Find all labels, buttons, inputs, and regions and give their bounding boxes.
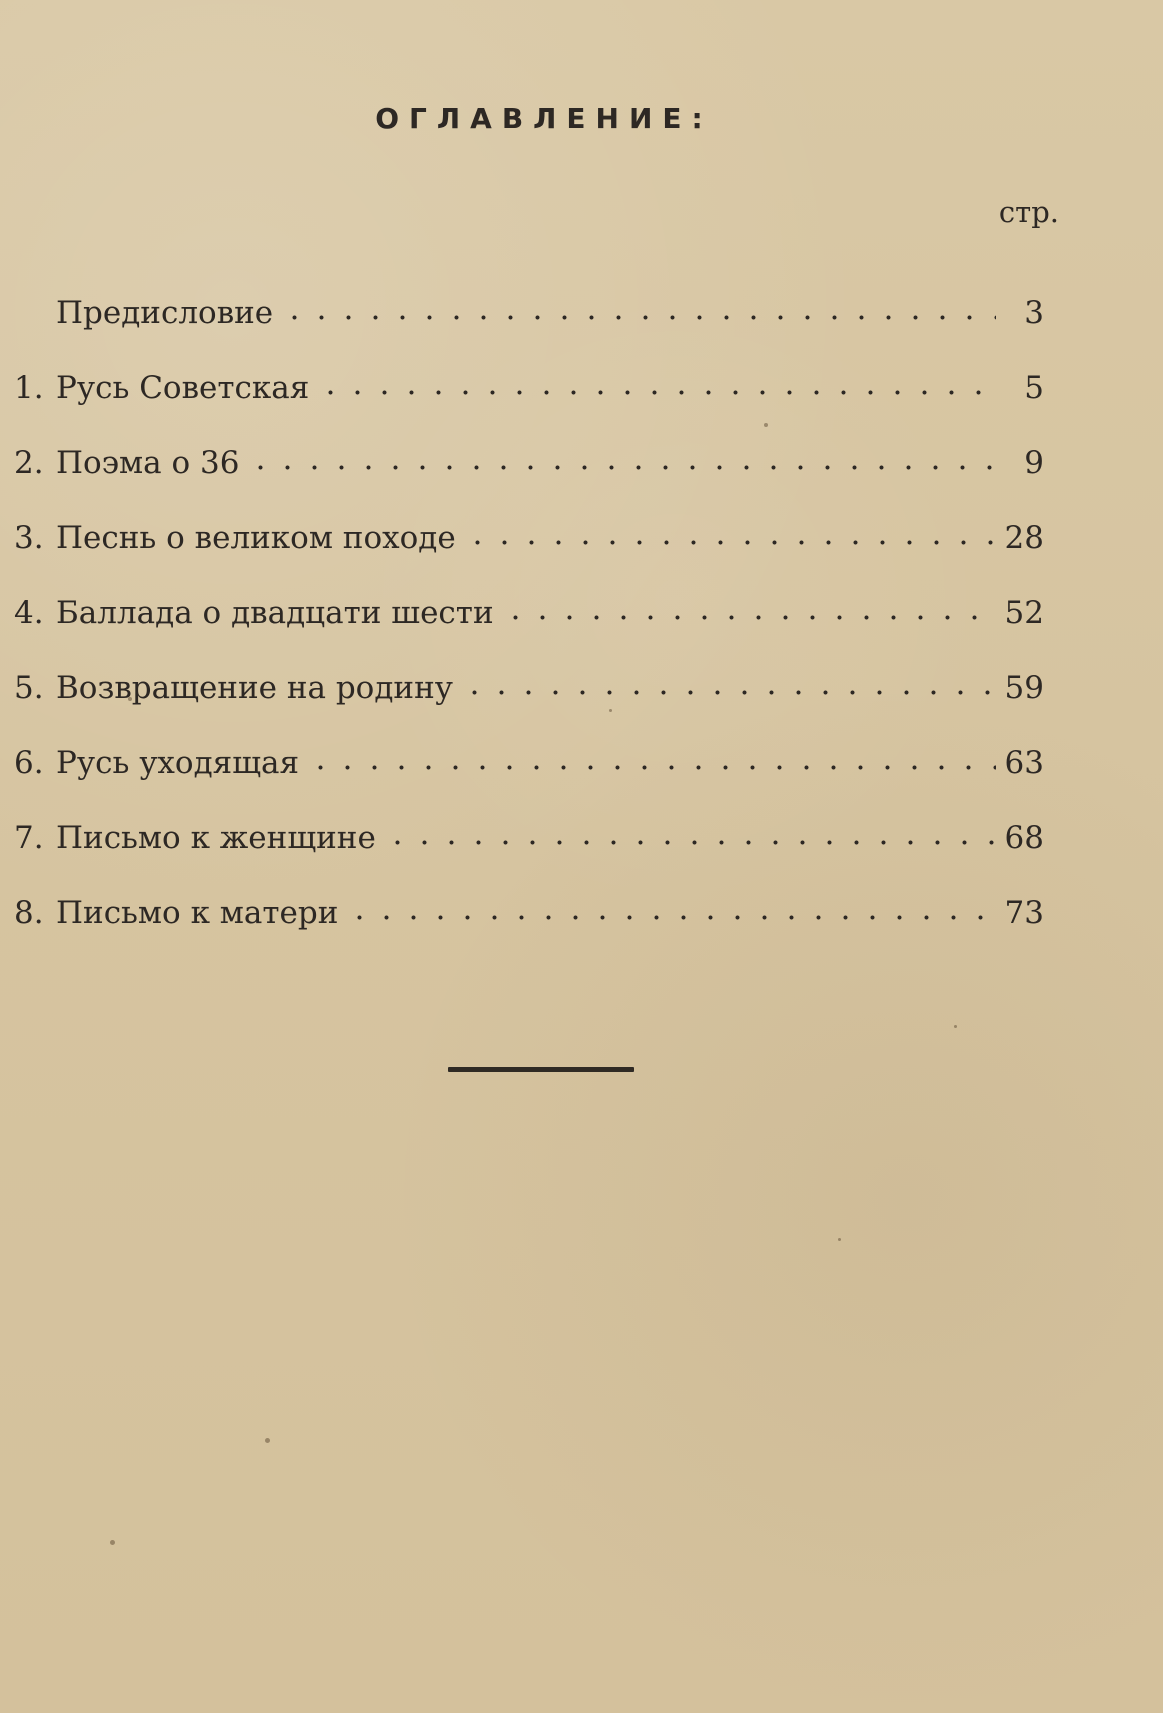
toc-entry-page: 52 bbox=[1004, 595, 1044, 631]
toc-entry-title: Письмо к матери bbox=[56, 895, 339, 931]
toc-leader-dots bbox=[384, 840, 996, 845]
toc-leader-dots bbox=[281, 315, 996, 320]
page-column-label: стр. bbox=[998, 195, 1059, 229]
toc-entry-page: 3 bbox=[1024, 295, 1044, 331]
toc-entry-title: Письмо к женщине bbox=[56, 820, 376, 856]
toc-entry-page: 9 bbox=[1024, 445, 1044, 481]
toc-entry-page: 5 bbox=[1024, 370, 1044, 406]
toc-entry-number: 7. bbox=[14, 820, 44, 856]
paper-speck bbox=[265, 1438, 270, 1443]
toc-entry-title: Русь Советская bbox=[56, 370, 310, 406]
toc-entry-number: 2. bbox=[14, 445, 44, 481]
toc-leader-dots bbox=[247, 465, 996, 470]
table-of-contents-heading: ОГЛАВЛЕНИЕ: bbox=[375, 102, 713, 135]
toc-entry-page: 28 bbox=[1004, 520, 1044, 556]
paper-speck bbox=[838, 1238, 841, 1241]
toc-entry-title: Поэма о 36 bbox=[56, 445, 240, 481]
paper-speck bbox=[954, 1025, 957, 1028]
toc-leader-dots bbox=[502, 615, 996, 620]
toc-entry-preface bbox=[14, 256, 1044, 331]
toc-entry-page: 68 bbox=[1004, 820, 1044, 856]
toc-entry-2 bbox=[14, 406, 1044, 481]
toc-entry-8 bbox=[14, 856, 1044, 931]
toc-entry-4 bbox=[14, 556, 1044, 631]
toc-entry-page: 59 bbox=[1004, 670, 1044, 706]
toc-entry-number: 4. bbox=[14, 595, 44, 631]
toc-entry-page: 73 bbox=[1004, 895, 1044, 931]
section-divider bbox=[448, 1067, 634, 1072]
toc-entry-title: Возвращение на родину bbox=[56, 670, 453, 706]
toc-entry-title: Баллада о двадцати шести bbox=[56, 595, 494, 631]
toc-entry-number: 1. bbox=[14, 370, 44, 406]
paper-speck bbox=[110, 1540, 115, 1545]
toc-entry-number: 3. bbox=[14, 520, 44, 556]
toc-leader-dots bbox=[461, 690, 996, 695]
toc-leader-dots bbox=[317, 390, 996, 395]
toc-entry-number: 5. bbox=[14, 670, 44, 706]
toc-entry-number: 6. bbox=[14, 745, 44, 781]
toc-entry-1 bbox=[14, 331, 1044, 406]
toc-entry-title: Песнь о великом походе bbox=[56, 520, 456, 556]
table-of-contents bbox=[14, 256, 1044, 931]
toc-entry-6 bbox=[14, 706, 1044, 781]
toc-leader-dots bbox=[464, 540, 996, 545]
toc-entry-title: Предисловие bbox=[56, 295, 274, 331]
toc-entry-title: Русь уходящая bbox=[56, 745, 300, 781]
toc-leader-dots bbox=[346, 915, 996, 920]
toc-leader-dots bbox=[307, 765, 996, 770]
toc-entry-number: 8. bbox=[14, 895, 44, 931]
toc-entry-5 bbox=[14, 631, 1044, 706]
toc-entry-3 bbox=[14, 481, 1044, 556]
toc-entry-page: 63 bbox=[1004, 745, 1044, 781]
toc-entry-7 bbox=[14, 781, 1044, 856]
